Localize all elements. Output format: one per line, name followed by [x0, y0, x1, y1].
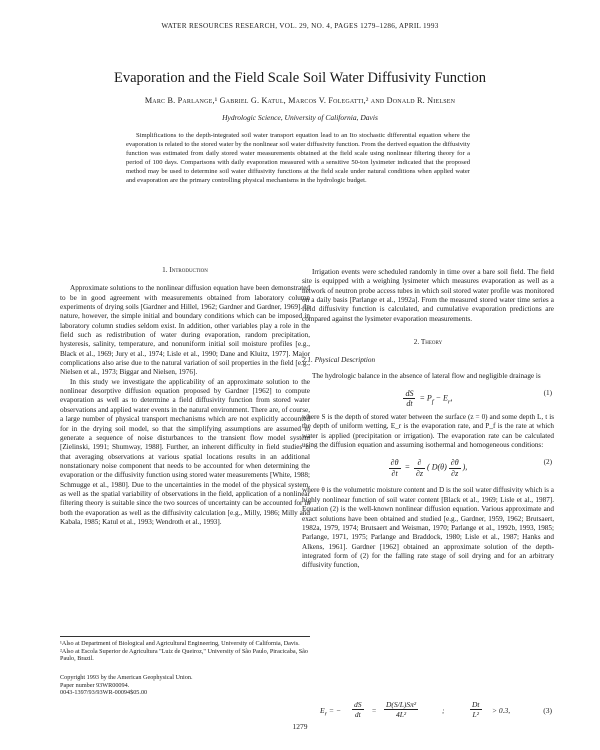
equation-1	[302, 383, 554, 409]
copyright-line: Copyright 1993 by the American Geophysical Union.	[60, 674, 193, 681]
footnote-1: ¹Also at Department of Biological and Agricultural Engineering, University of California, Davis.	[60, 640, 300, 647]
equation-2-number: (2)	[543, 458, 552, 467]
copyright-block	[60, 674, 310, 697]
theory-paragraph-3: where θ is the volumetric moisture content and D is the soil water diffusivity which is a highly nonlinear function of soil water content [Black et al., 1969; Lisle et al., 1987]. Equation (2) is the well-known nonlinear diffusion equation. Various approximate and exact solutions have been obtained and studied [e.g., Gardner, 1959, 1962; Brutsaert, 1982a, 1979, 1974; Brutsaert and Weisman, 1970; Parlange et al., 1992b, 1993, 1985; Parlange, 1971, 1975; Parlange and Braddock, 1980; Lisle et al., 1987; Hanks and Alkens, 1961]. Gardner [1962] obtained an approximate solution of the depth-integrated form of (2) for the falling rate stage of soil drying and for an arbitrary diffusivity function,	[302, 486, 554, 570]
page-number: 1279	[292, 722, 308, 731]
equation-3: $E_r$ = − $\frac{dS}{dt}$ = $\frac{\text{D(S/L)Sπ²}}{\text{4L²}}$ ; $\frac{Dt}{\text{L²}}$ > 0.3, (3)	[320, 700, 552, 719]
paper-title: Evaporation and the Field Scale Soil Water Diffusivity Function	[113, 70, 486, 86]
running-head: WATER RESOURCES RESEARCH, VOL. 29, NO. 4, PAGES 1279–1286, APRIL 1993	[161, 22, 439, 30]
left-column	[60, 266, 310, 527]
issn-line: 0043-1397/93/93WR-00094$05.00	[60, 689, 148, 697]
right-intro-paragraph: Irrigation events were scheduled randomly in time over a bare soil field. The field site is equipped with a weighing lysimeter which measures evaporation as well as a network of neutron probe access tubes in which soil stored water profile was monitored on a daily basis [Parlange et al., 1992a]. From the measured stored water time series a field diffusivity function is calculated, and cumulative evaporation predictions are compared against the lysimeter evaporation measurements.	[302, 268, 554, 323]
footnote-2: ²Also at Escola Superior de Agricultura "Luiz de Queiroz," University of São Paulo, Piracicaba, São Paulo, Brazil.	[60, 647, 308, 663]
theory-paragraph-2: where S is the depth of stored water between the surface (z = 0) and some depth L, t is the depth of uniform wetting, E_r is the evaporation rate, and P_f is the rate at which water is applied (precipitation or irrigation). The evaporation rate can be calculated using the diffusion equation and assuming isothermal and homogeneous conditions:	[302, 413, 554, 450]
author-list: Marc B. Parlange,¹ Gabriel G. Katul, Marcos V. Folegatti,² and Donald R. Nielsen	[144, 96, 456, 105]
abstract: Simplifications to the depth-integrated soil water transport equation lead to an Ito stochastic differential equation where the evaporation is related to the stored water by the nonlinear soil water diffusivity function. From the derived equation the diffusivity function was estimated from daily stored water measurements obtained at the field scale using nonlinear filtering theory for a period of 100 days. Comparisons with daily evaporation measured with a sensitive 50-ton lysimeter indicated that the proposed method may be used to determine soil water diffusivity functions at the field scale under natural conditions when applied water and evaporation are the primary controlling physical mechanisms in the hydrologic budget.	[126, 132, 470, 185]
theory-paragraph-1: The hydrologic balance in the absence of lateral flow and negligible drainage is	[312, 371, 541, 380]
right-column	[302, 268, 554, 571]
intro-paragraph-2: In this study we investigate the applicability of an approximate solution to the nonlinear desorptive diffusion equation proposed by Gardner [1962] to compute evaporation as well as to determine a field diffusivity function from stored water observations and applied water events in the natural environment. There are, of course, a large number of physical transport mechanisms which are not explicitly accounted for in the drying soil model, so that the simplifying assumptions are assumed to generate a sequence of noise disturbances to the transient flow model system [Zielinski, 1991; Shumway, 1988]. Further, an inherent difficulty in field studies is that averaging observations at various spatial locations results in an additional nonstationary noise component that needs to be accounted for when determining the evaporation or the diffusivity function using stored water measurements [White, 1988; Schmugge et al., 1980]. Due to the uncertainties in the model of the physical system, as well as the spatial variability of observations in the field, application of a nonlinear filtering theory is suitable since the two sources of uncertainty can be accounted for in both the evaporation as well as the diffusivity calculation [e.g., Milly, 1986; Milly and Kabala, 1985; Katul et al., 1993; Wendroth et al., 1993].	[60, 377, 310, 526]
equation-1-expression: $\frac{dS}{dt}$ = $P_f - E_r$,	[405, 389, 453, 409]
subsection-heading-physical-description: 2.1. Physical Description	[302, 356, 376, 365]
equation-2	[302, 452, 554, 482]
equation-3-number: (3)	[543, 706, 552, 715]
section-heading-theory: 2. Theory	[413, 338, 443, 347]
intro-paragraph-1: Approximate solutions to the nonlinear diffusion equation have been demonstrated to be in good agreement with measurements obtained from laboratory column experiments of drying soils [Gardner and Hillel, 1962; Gardner and Gardner, 1969]. In nature, however, the simple initial and boundary conditions which can be imposed in laboratory column studies seldom exist. In addition, other variables play a role in the field such as redistribution of water during evaporation, random precipitation, hysteresis, salinity, temperature, and nonuniform initial soil moisture profiles [e.g., Black et al., 1969; Jury et al., 1974; Lisle et al., 1990; Dane and Kluitz, 1977]. Major complications also arise due to the natural variation of soil properties in the field [e.g., Nielsen et al., 1973; Biggar and Nielsen, 1976].	[60, 284, 310, 377]
equation-1-number: (1)	[543, 389, 552, 398]
affiliation: Hydrologic Science, University of California, Davis	[222, 113, 378, 122]
equation-2-expression: $\frac{\partial\theta}{\partial t}$ = $\frac{\partial}{\partial z}$ ( D(θ) $\frac{\partial\theta}{\partial z}$ ),	[390, 458, 468, 478]
paper-number: Paper number 93WR00094.	[60, 681, 130, 689]
section-heading-introduction: 1. Introduction	[162, 266, 208, 274]
footnotes	[60, 636, 310, 663]
